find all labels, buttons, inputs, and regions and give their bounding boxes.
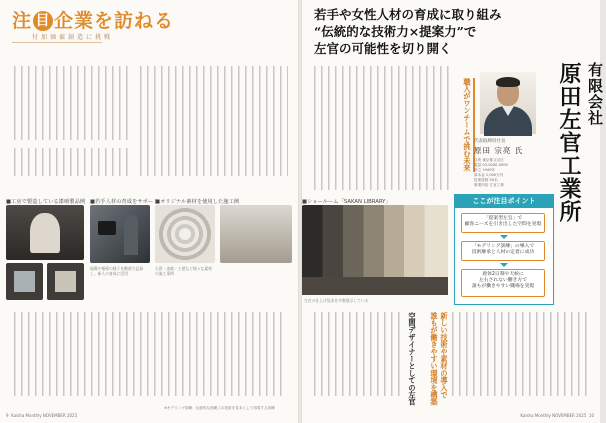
plaster-object-shape [30, 213, 60, 253]
highlight-points-box [454, 194, 554, 305]
portrait-photo [480, 72, 536, 134]
profile-name: 原田 宗亮 氏 [474, 146, 524, 155]
highlight-point: 「提案型左官」で 顧客ニーズを引き出した空間を実現 [461, 213, 545, 233]
highlight-points-title: ここが注目ポイント [455, 195, 553, 208]
down-arrow-icon [500, 263, 508, 267]
company-main: 原田左官工業所 [556, 62, 582, 223]
photo-label: ■若手人材の育成をサポート [90, 199, 159, 205]
spiral-wall-photo [155, 205, 215, 263]
sample-tile [14, 271, 35, 292]
photo-caption: 左官の仕上げ見本を多数展示している [304, 298, 369, 303]
highlight-point: 「モデリング訓練」の導入で 技術継承と人材の定着に成功 [461, 241, 545, 261]
footnote: ※モデリング訓練：伝統的な熟練工の技術を見本として再現する訓練 [164, 406, 275, 410]
training-video-photo [90, 205, 150, 263]
photo-caption: 石膏・漆喰・土壁など様々な素材の施工事例 [155, 266, 212, 276]
profile-info-line: 住所 東京都文京区 [474, 158, 504, 162]
headline-line: 若手や女性人材の育成に取り組み [314, 7, 502, 22]
down-arrow-icon [500, 235, 508, 239]
left-page [0, 0, 298, 423]
camera-shape [98, 221, 116, 235]
magazine-name: Kaisha Monthly NOVEMBER 2025 [520, 413, 587, 418]
series-rule [12, 42, 102, 43]
profile-role: 代表取締役社長 [474, 139, 506, 144]
plaster-sample-photo [6, 263, 43, 300]
company-prefix: 有限会社 [586, 62, 604, 126]
photo-label: ■オリジナル素材を使用した施工例 [155, 199, 240, 205]
headline [314, 6, 514, 57]
showroom-floor [302, 277, 448, 295]
page-number: 9 [6, 413, 9, 418]
headline-line: “伝統的な技術力×提案力”で [314, 24, 477, 39]
body-text-block [14, 148, 132, 176]
series-title [12, 6, 174, 33]
right-page [302, 0, 604, 423]
photo-caption: 現場や指導の様子を動画で記録し、新人の育成に活用 [90, 266, 144, 276]
sample-tile [55, 271, 76, 292]
right-footer [520, 413, 594, 418]
profile [474, 138, 544, 188]
profile-info-line: 資本金 1,000万円 [474, 173, 504, 177]
series-post: 企業を訪ねる [54, 10, 175, 32]
headline-line: 左官の可能性を切り開く [314, 41, 452, 56]
showroom-photo [302, 205, 448, 295]
photo-label: ■ショールーム「SAKAN LIBRARY」 [302, 199, 391, 205]
magazine-name: Kaisha Monthly NOVEMBER 2025 [11, 413, 78, 418]
series-subtitle: 付加価値創造に挑戦 [32, 34, 114, 41]
highlight-point: 週休2日制や天候に 左右されない働き方で 誰もが働きやすい職場を実現 [461, 269, 545, 297]
profile-info [474, 158, 544, 188]
photo-label: ■工房で製造している漆喰製品例 [6, 199, 86, 205]
page-number: 10 [588, 413, 594, 418]
body-text-block [452, 312, 590, 396]
company-name [554, 62, 606, 223]
section-heading: 誰もが働きやすい環境を構築 [430, 312, 439, 406]
section-heading: 新しい技術や素材の導入で [440, 312, 449, 399]
plaster-sample-photo [47, 263, 84, 300]
section-heading: 空間デザイナーとしての左官 [408, 312, 417, 406]
body-text-block [314, 312, 402, 396]
series-circle: 目 [33, 11, 53, 31]
body-text-block [140, 66, 288, 176]
body-text-block [314, 66, 454, 190]
body-text-block [14, 312, 282, 396]
series-pre: 注 [12, 10, 33, 32]
body-text-block [14, 66, 132, 140]
wall-texture-photo [220, 205, 292, 263]
profile-info-line: 従業員数 50名 [474, 178, 498, 182]
intro-heading: 職人がワンチームで挑む未来 [462, 78, 475, 172]
person-shape [124, 215, 138, 255]
profile-info-line: 設立 1949年 [474, 168, 496, 172]
profile-info-line: 電話 03-0000-0000 [474, 163, 508, 167]
profile-info-line: 事業内容 左官工事 [474, 183, 504, 187]
left-footer [6, 413, 77, 418]
portrait-hair [496, 77, 520, 87]
plaster-product-photo [6, 205, 84, 260]
